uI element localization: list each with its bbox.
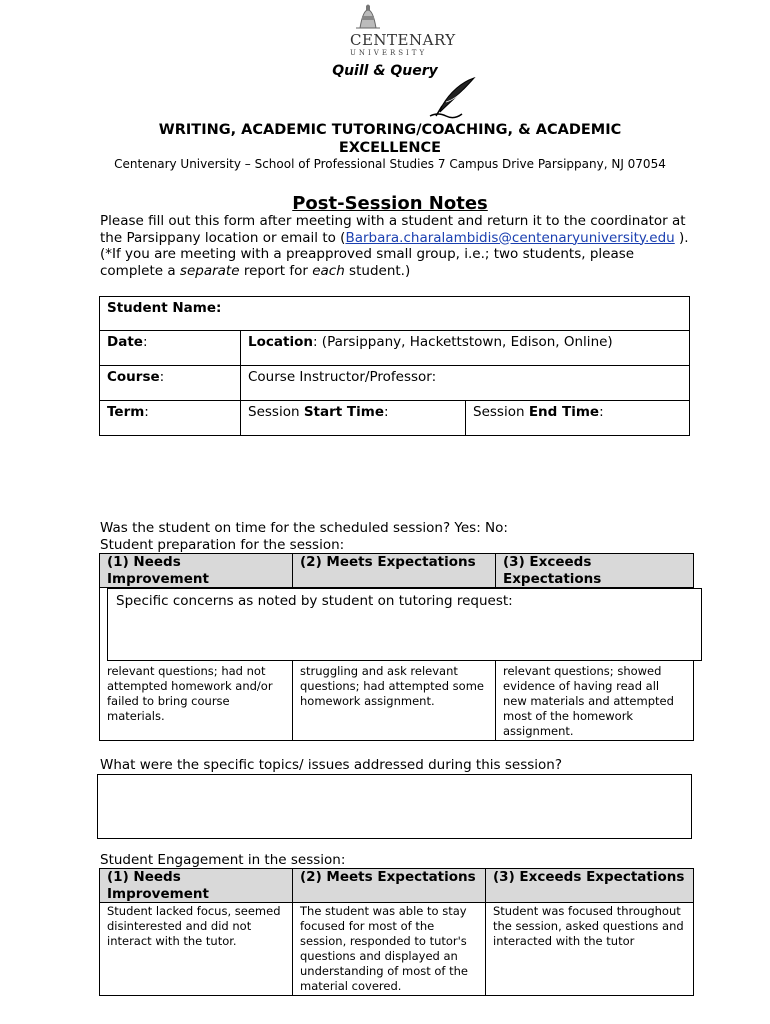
rubric-header: (3) Exceeds Expectations — [496, 554, 694, 588]
date-field[interactable] — [100, 331, 241, 366]
rubric-header: (2) Meets Expectations — [293, 554, 496, 588]
address-line: Centenary University – School of Professional Studies 7 Campus Drive Parsippany, NJ 07054 — [114, 157, 666, 171]
date-label: Date — [107, 334, 143, 350]
instructions-emphasis: each — [312, 262, 345, 279]
rubric-header: (3) Exceeds Expectations — [486, 869, 694, 903]
course-label: Course — [107, 369, 160, 385]
term-colon: : — [144, 404, 149, 420]
logo-wordmark: CENTENARY — [350, 31, 456, 49]
instructions-text: ). (*If you are meeting with a preapproved small group, i.e.; two students, please complete a — [100, 229, 689, 279]
concerns-label: Specific concerns as noted by student on tutoring request: — [116, 593, 513, 609]
on-time-question: Was the student on time for the scheduled session? Yes: No: — [100, 520, 508, 536]
rubric-cell: relevant questions; showed evidence of having read all new materials and attempted most of the homework assignment. — [496, 588, 694, 741]
end-time-field[interactable] — [466, 401, 690, 436]
course-colon: : — [159, 369, 165, 385]
term-field[interactable] — [100, 401, 241, 436]
location-label: Location — [248, 334, 313, 350]
start-time-field[interactable] — [241, 401, 466, 436]
end-time-label: End Time — [528, 404, 600, 420]
instructions-paragraph — [100, 213, 690, 279]
rubric-header: (2) Meets Expectations — [293, 869, 486, 903]
session-info-table — [99, 296, 690, 436]
term-label: Term — [107, 404, 145, 420]
student-name-label: Student Name: — [107, 300, 222, 316]
start-time-prefix: Session — [248, 404, 304, 420]
location-field[interactable] — [241, 331, 690, 366]
date-colon: : — [142, 334, 148, 350]
rubric-header: (1) Needs Improvement — [100, 869, 293, 903]
quill-icon — [428, 76, 478, 120]
instructions-text: Please fill out this form after meeting with a student and return it to the coordinator at the Parsippany location or email to ( — [100, 213, 686, 246]
student-name-field[interactable] — [100, 297, 690, 331]
logo-subtitle: UNIVERSITY — [350, 49, 428, 57]
concerns-box[interactable] — [107, 588, 702, 661]
rubric-cell: Student was focused throughout the session, asked questions and interacted with the tutor — [486, 903, 694, 996]
start-time-label: Start Time — [303, 404, 384, 420]
instructor-label: Course Instructor/Professor: — [248, 369, 437, 385]
rubric-cell: relevant questions; had not attempted homework and/or failed to bring course materials. — [100, 588, 293, 741]
end-time-colon: : — [599, 404, 604, 420]
instructions-text: report for — [239, 262, 313, 279]
end-time-prefix: Session — [473, 404, 529, 420]
topics-answer-box[interactable] — [97, 774, 692, 839]
rubric-cell: Student lacked focus, seemed disinterested and did not interact with the tutor. — [100, 903, 293, 996]
rubric-header: (1) Needs Improvement — [100, 554, 293, 588]
rubric-cell: The student was able to stay focused for most of the session, responded to tutor's questions and displayed an understanding of most of the material covered. — [293, 903, 486, 996]
coordinator-email-link[interactable]: Barbara.charalambidis@centenaryuniversity.edu — [345, 229, 675, 246]
instructions-text: student.) — [344, 262, 411, 279]
page-heading: WRITING, ACADEMIC TUTORING/COACHING, & ACADEMIC EXCELLENCE — [158, 122, 622, 156]
preparation-label: Student preparation for the session: — [100, 537, 345, 553]
instructions-emphasis: separate — [179, 262, 240, 279]
rubric-cell: struggling and ask relevant questions; had attempted some homework assignment. — [293, 588, 496, 741]
instructor-field[interactable] — [241, 366, 690, 401]
program-name: Quill & Query — [332, 63, 438, 79]
engagement-rubric-table — [99, 868, 694, 996]
topics-question: What were the specific topics/ issues addressed during this session? — [100, 757, 562, 773]
course-field[interactable] — [100, 366, 241, 401]
form-title: Post-Session Notes — [292, 193, 488, 214]
start-time-colon: : — [383, 404, 389, 420]
location-options: : (Parsippany, Hackettstown, Edison, Online) — [312, 334, 613, 350]
engagement-label: Student Engagement in the session: — [100, 852, 346, 868]
